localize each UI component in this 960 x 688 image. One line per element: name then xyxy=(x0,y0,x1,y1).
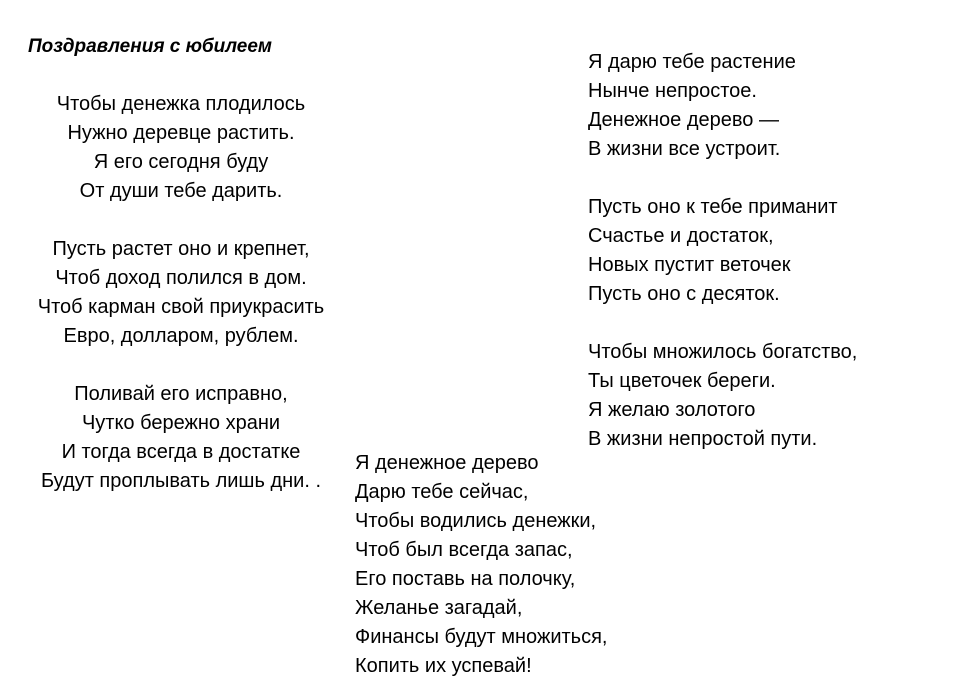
poem-line: Ты цветочек береги. xyxy=(588,370,776,392)
poem-line: Я дарю тебе растение xyxy=(588,51,796,73)
poem-right-stanza-1 xyxy=(588,48,948,164)
poem-line: Я желаю золотого xyxy=(588,399,756,421)
poem-line: В жизни непростой пути. xyxy=(588,428,818,450)
poem-line: Чутко бережно храни xyxy=(81,412,281,434)
poem-line: И тогда всегда в достатке xyxy=(61,441,301,463)
poem-line: Счастье и достаток, xyxy=(588,225,774,247)
poem-line: Нужно деревце растить. xyxy=(67,122,295,144)
poem-line: Новых пустит веточек xyxy=(588,254,791,276)
poem-right xyxy=(588,48,948,454)
poem-line: Дарю тебе сейчас, xyxy=(355,481,529,503)
poem-line: Нынче непростое. xyxy=(588,80,757,102)
poem-line: Чтоб карман свой приукрасить xyxy=(37,296,325,318)
poem-left-stanza-3 xyxy=(0,380,362,496)
poem-line: Чтобы денежка плодилось xyxy=(56,93,306,115)
poem-line: Евро, долларом, рублем. xyxy=(63,325,299,347)
poem-line: Чтобы множилось богатство, xyxy=(588,341,858,363)
poem-right-stanza-3 xyxy=(588,338,948,454)
poem-line: Я его сегодня буду xyxy=(93,151,269,173)
poem-bottom xyxy=(355,449,695,681)
poem-right-stanza-2 xyxy=(588,193,948,309)
poem-line: Будут проплывать лишь дни. . xyxy=(41,470,321,492)
poem-line: Денежное дерево — xyxy=(588,109,779,131)
poem-line: Желанье загадай, xyxy=(355,597,523,619)
poem-line: В жизни все устроит. xyxy=(588,138,781,160)
poem-line: Пусть оно к тебе приманит xyxy=(588,196,838,218)
poem-left-stanza-1 xyxy=(0,90,362,206)
poem-line: Чтобы водились денежки, xyxy=(355,510,597,532)
poem-line: Я денежное дерево xyxy=(355,452,539,474)
poem-line: Чтоб был всегда запас, xyxy=(355,539,573,561)
poem-line: Его поставь на полочку, xyxy=(355,568,576,590)
poem-line: Пусть оно с десяток. xyxy=(588,283,780,305)
poem-line: Копить их успевай! xyxy=(355,655,532,677)
poem-line: Финансы будут множиться, xyxy=(355,626,608,648)
poem-line: Пусть растет оно и крепнет, xyxy=(52,238,310,260)
document-title: Поздравления с юбилеем xyxy=(28,36,272,57)
poem-bottom-stanza-1 xyxy=(355,449,695,681)
poem-line: Поливай его исправно, xyxy=(74,383,288,405)
poem-left xyxy=(0,90,362,496)
poem-line: Чтоб доход полился в дом. xyxy=(55,267,307,289)
poem-line: От души тебе дарить. xyxy=(79,180,283,202)
poem-left-stanza-2 xyxy=(0,235,362,351)
